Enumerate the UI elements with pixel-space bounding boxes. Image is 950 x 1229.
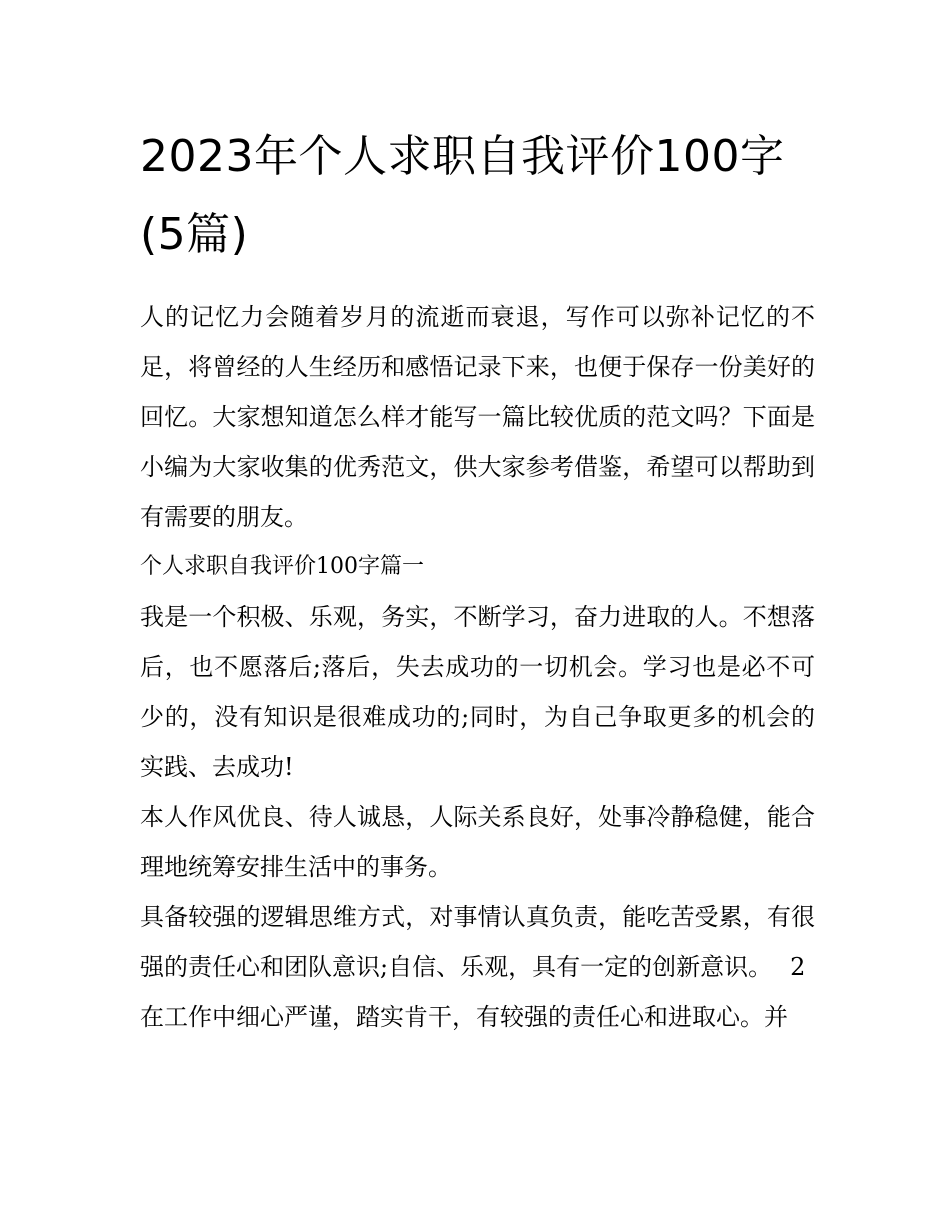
section-heading: 个人求职自我评价100字篇一 xyxy=(140,554,424,579)
body-paragraph-1: 我是一个积极、乐观，务实，不断学习，奋力进取的人。不想落后，也不愿落后;落后，失去成功的一切机会。学习也是必不可少的，没有知识是很难成功的;同时，为自己争取更多的机会的实践、去成功! xyxy=(140,603,815,781)
intro-paragraph: 人的记忆力会随着岁月的流逝而衰退，写作可以弥补记忆的不足，将曾经的人生经历和感悟记录下来，也便于保存一份美好的回忆。大家想知道怎么样才能写一篇比较优质的范文吗？下面是小编为大家收集的优秀范文，供大家参考借鉴，希望可以帮助到有需要的朋友。 xyxy=(140,303,815,531)
body-paragraph-3-text: 具备较强的逻辑思维方式，对事情认真负责，能吃苦受累，有很强的责任心和团队意识;自信、乐观，具有一定的创新意识。 xyxy=(140,903,815,981)
document-page xyxy=(140,118,815,1042)
body-paragraph-2: 本人作风优良、待人诚恳，人际关系良好，处事冷静稳健，能合理地统筹安排生活中的事务。 xyxy=(140,803,815,881)
body-paragraph-3 xyxy=(140,892,815,992)
page-number: 2 xyxy=(790,953,806,981)
document-title: 2023年个人求职自我评价100字(5篇) xyxy=(140,131,785,260)
body-paragraph-4: 在工作中细心严谨，踏实肯干，有较强的责任心和进取心。并 xyxy=(140,1003,788,1031)
